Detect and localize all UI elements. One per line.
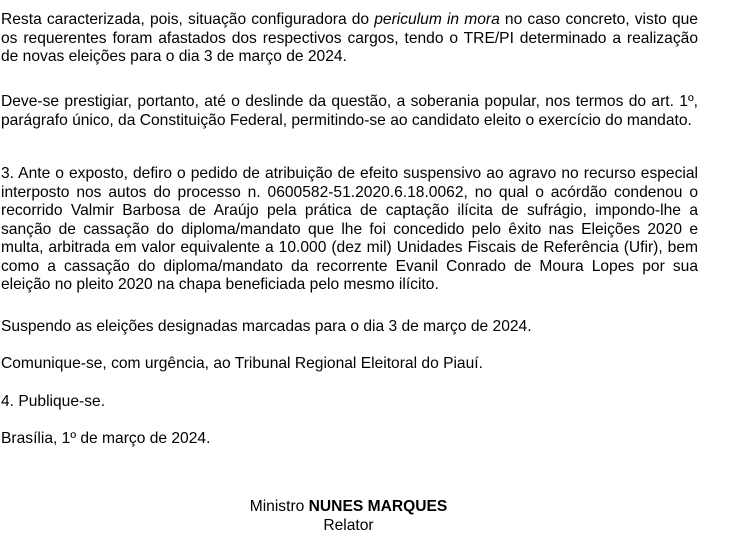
paragraph-suspension: Suspendo as eleições designadas marcadas para o dia 3 de março de 2024. <box>1 318 532 335</box>
paragraph-communication: Comunique-se, com urgência, ao Tribunal Regional Eleitoral do Piauí. <box>1 355 483 372</box>
document-date: Brasília, 1º de março de 2024. <box>1 430 211 447</box>
signature-name-line <box>0 498 697 517</box>
paragraph-periculum-in-mora <box>1 11 698 67</box>
italic-term: periculum in mora <box>374 11 500 28</box>
paragraph-text: Resta caracterizada, pois, situação configuradora do <box>1 11 375 28</box>
paragraph-decision: 3. Ante o exposto, defiro o pedido de atribuição de efeito suspensivo ao agravo no recurso especial interposto nos autos do processo n. 0600582-51.2020.6.18.0062, no qual o acórdão condenou o recorrido Valmir Barbosa de Araújo pela prática de captação ilícita de sufrágio, impondo-lhe a sanção de cassação do diploma/mandato que lhe foi concedido pelo êxito nas Eleições 2020 e multa, arbitrada em valor equivalente a 10.000 (dez mil) Unidades Fiscais de Referência (Ufir), bem como a cassação do diploma/mandato da recorrente Evanil Conrado de Moura Lopes por sua eleição no pleito 2020 na chapa beneficiada pelo mesmo ilícito. <box>1 165 698 293</box>
signature-role: Relator <box>323 517 374 534</box>
signature-name: NUNES MARQUES <box>308 498 448 515</box>
paragraph-publish: 4. Publique-se. <box>1 393 106 410</box>
paragraph-soberania-popular: Deve-se prestigiar, portanto, até o deslinde da questão, a soberania popular, nos termos do art. 1º, parágrafo único, da Constituição Federal, permitindo-se ao candidato eleito o exercício do mandato. <box>1 93 698 129</box>
signature-title: Ministro <box>249 498 305 515</box>
paragraph-text: no caso concreto, visto que os requerentes foram afastados dos respectivos cargos, tendo o TRE/PI determinado a realização de novas eleições para o dia 3 de março de 2024. <box>1 11 698 65</box>
